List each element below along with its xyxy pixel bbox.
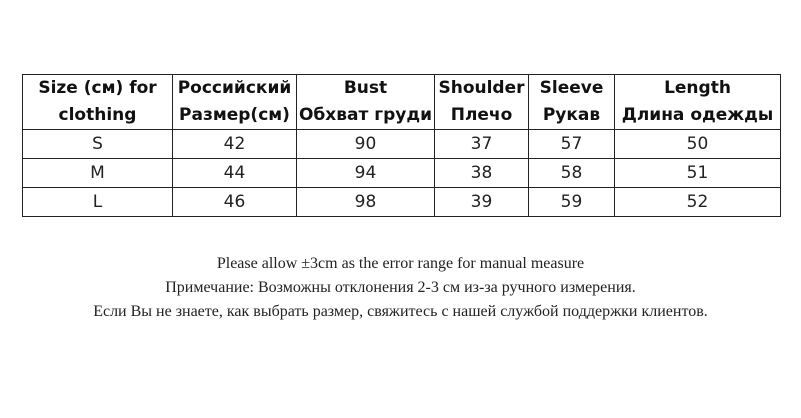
header-shoulder-line2: Плечо xyxy=(450,105,513,125)
cell-sleeve: 58 xyxy=(529,159,615,188)
table-row xyxy=(23,130,781,159)
measurement-notes xyxy=(0,252,801,324)
header-russian-size-line1: Российский xyxy=(177,78,292,98)
header-russian-size xyxy=(173,75,297,130)
header-size-line1: Size (см) for xyxy=(38,78,157,98)
cell-size: S xyxy=(23,130,173,159)
header-bust-line2: Обхват груди xyxy=(298,105,433,125)
table-header-row xyxy=(23,75,781,130)
header-shoulder-line1: Shoulder xyxy=(438,78,525,98)
header-length-line1: Length xyxy=(664,78,731,98)
header-sleeve-line1: Sleeve xyxy=(539,78,604,98)
header-bust xyxy=(297,75,435,130)
note-error-range-ru: Примечание: Возможны отклонения 2-3 см из-за ручного измерения. xyxy=(165,279,636,296)
header-bust-line1: Bust xyxy=(343,78,388,98)
header-size-line2: clothing xyxy=(58,105,137,125)
cell-length: 50 xyxy=(615,130,781,159)
header-sleeve-line2: Рукав xyxy=(542,105,601,125)
cell-bust: 98 xyxy=(297,188,435,217)
table-row xyxy=(23,188,781,217)
cell-bust: 90 xyxy=(297,130,435,159)
cell-russian-size: 44 xyxy=(173,159,297,188)
cell-shoulder: 39 xyxy=(435,188,529,217)
note-error-range-en: Please allow ±3cm as the error range for manual measure xyxy=(216,255,585,272)
header-russian-size-line2: Размер(см) xyxy=(179,105,290,125)
cell-bust: 94 xyxy=(297,159,435,188)
cell-length: 52 xyxy=(615,188,781,217)
header-size xyxy=(23,75,173,130)
cell-russian-size: 46 xyxy=(173,188,297,217)
cell-size: L xyxy=(23,188,173,217)
cell-sleeve: 59 xyxy=(529,188,615,217)
cell-size: M xyxy=(23,159,173,188)
header-shoulder xyxy=(435,75,529,130)
cell-sleeve: 57 xyxy=(529,130,615,159)
header-length-line2: Длина одежды xyxy=(621,105,774,125)
header-length xyxy=(615,75,781,130)
cell-shoulder: 38 xyxy=(435,159,529,188)
table-row xyxy=(23,159,781,188)
size-chart-table xyxy=(22,74,781,217)
cell-length: 51 xyxy=(615,159,781,188)
cell-shoulder: 37 xyxy=(435,130,529,159)
cell-russian-size: 42 xyxy=(173,130,297,159)
header-sleeve xyxy=(529,75,615,130)
note-contact-support-ru: Если Вы не знаете, как выбрать размер, свяжитесь с нашей службой поддержки клиентов. xyxy=(93,303,708,320)
